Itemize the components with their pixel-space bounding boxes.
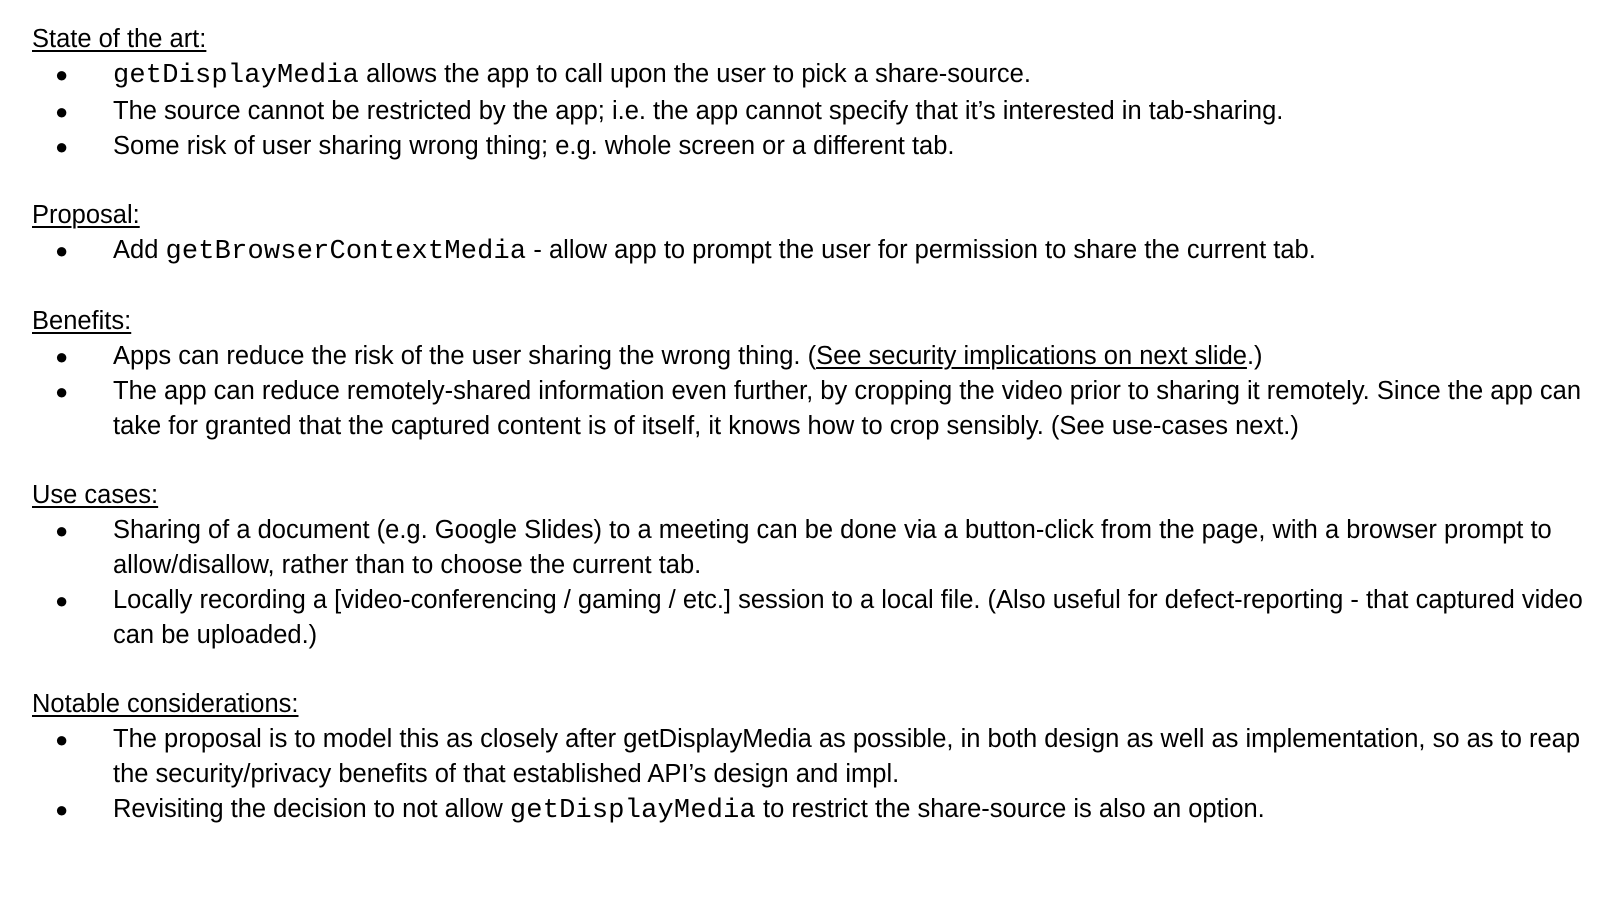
section-proposal bbox=[32, 198, 1600, 270]
bullet-icon: ● bbox=[55, 588, 69, 613]
bullet-icon: ● bbox=[55, 727, 69, 752]
list-item bbox=[32, 583, 1600, 653]
item-text: Some risk of user sharing wrong thing; e.g. whole screen or a different tab. bbox=[113, 132, 955, 160]
section-use-cases bbox=[32, 478, 1600, 653]
bullet-icon: ● bbox=[55, 134, 69, 159]
security-implications-link[interactable]: See security implications on next slide bbox=[816, 342, 1247, 370]
code-term: getDisplayMedia bbox=[113, 61, 360, 91]
item-text-pre: Revisiting the decision to not allow bbox=[113, 795, 510, 823]
list-item bbox=[32, 792, 1600, 829]
bullet-list bbox=[32, 233, 1600, 270]
section-heading: Proposal: bbox=[32, 201, 140, 229]
list-item bbox=[32, 513, 1600, 583]
code-term: getBrowserContextMedia bbox=[165, 237, 527, 267]
item-text: allows the app to call upon the user to pick a share-source. bbox=[359, 60, 1031, 88]
bullet-icon: ● bbox=[55, 518, 69, 543]
section-heading: Use cases: bbox=[32, 481, 159, 509]
bullet-list bbox=[32, 513, 1600, 653]
bullet-list bbox=[32, 339, 1600, 444]
code-term: getDisplayMedia bbox=[509, 796, 756, 826]
section-heading: Benefits: bbox=[32, 307, 132, 335]
section-notable-considerations bbox=[32, 687, 1600, 829]
bullet-icon: ● bbox=[55, 379, 69, 404]
list-item bbox=[32, 129, 1600, 164]
item-text-post: to restrict the share-source is also an option. bbox=[755, 795, 1265, 823]
bullet-icon: ● bbox=[55, 238, 69, 263]
item-text: Sharing of a document (e.g. Google Slides) to a meeting can be done via a button-click from the page, with a browser prompt to allow/disallow, rather than to choose the current tab. bbox=[113, 516, 1552, 579]
bullet-icon: ● bbox=[55, 344, 69, 369]
item-text: The source cannot be restricted by the app; i.e. the app cannot specify that it’s interested in tab-sharing. bbox=[113, 97, 1284, 125]
item-text-pre: Add bbox=[113, 236, 166, 264]
item-text: Locally recording a [video-conferencing / gaming / etc.] session to a local file. (Also useful for defect-reporting - that captured video can be uploaded.) bbox=[113, 586, 1583, 649]
section-heading: Notable considerations: bbox=[32, 690, 299, 718]
list-item bbox=[32, 339, 1600, 374]
item-text-post: .) bbox=[1246, 342, 1263, 370]
bullet-list bbox=[32, 722, 1600, 829]
list-item bbox=[32, 722, 1600, 792]
bullet-list bbox=[32, 57, 1600, 164]
item-text: The app can reduce remotely-shared information even further, by cropping the video prior to sharing it remotely. Since the app can take for granted that the captured content is of itself, it knows how to crop sensibly. (See use-cases next.) bbox=[113, 377, 1582, 440]
bullet-icon: ● bbox=[55, 62, 69, 87]
item-text: The proposal is to model this as closely after getDisplayMedia as possible, in both design as well as implementation, so as to reap the security/privacy benefits of that established API’s design and impl. bbox=[113, 725, 1581, 788]
list-item bbox=[32, 94, 1600, 129]
section-state-of-the-art bbox=[32, 22, 1600, 164]
item-text-post: - allow app to prompt the user for permission to share the current tab. bbox=[526, 236, 1316, 264]
section-benefits bbox=[32, 304, 1600, 444]
bullet-icon: ● bbox=[55, 797, 69, 822]
bullet-icon: ● bbox=[55, 99, 69, 124]
item-text-pre: Apps can reduce the risk of the user sharing the wrong thing. ( bbox=[113, 342, 817, 370]
section-heading: State of the art: bbox=[32, 25, 207, 53]
list-item bbox=[32, 57, 1600, 94]
list-item bbox=[32, 374, 1600, 444]
list-item bbox=[32, 233, 1600, 270]
